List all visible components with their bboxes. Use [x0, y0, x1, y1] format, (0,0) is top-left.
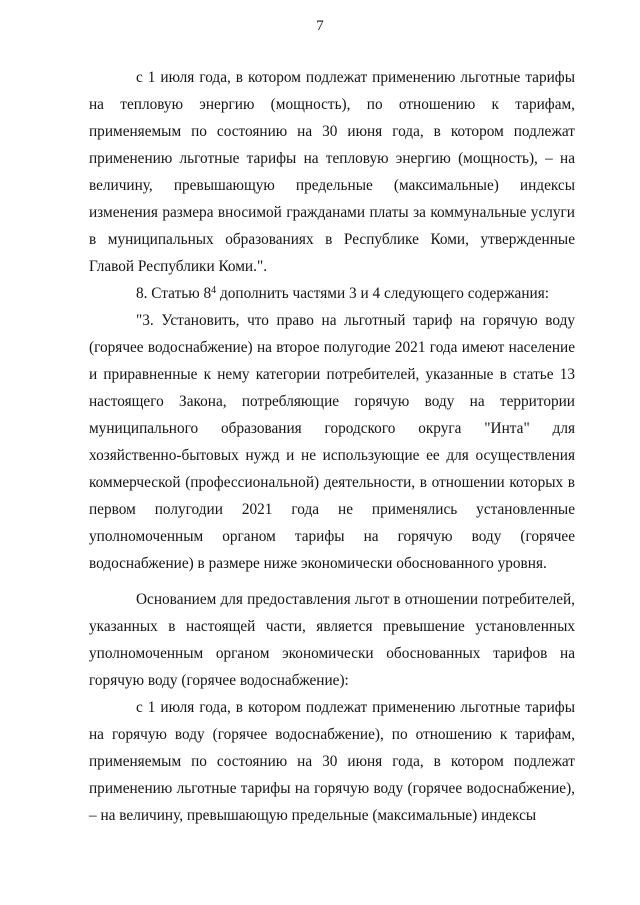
article-number-superscript: 4 [211, 285, 217, 296]
paragraph-benefit-basis: Основанием для предоставления льгот в отношении потребителей, указанных в настоящей части, является превышение установленных уполномоченным органом экономически обоснованных тарифов на горячую воду (горячее водоснабжение): [89, 591, 575, 689]
page-number: 7 [316, 18, 324, 34]
paragraph-hot-water-tariff-limit: с 1 июля года, в котором подлежат применению льготные тарифы на горячую воду (горячее водоснабжение), по отношению к тарифам, применяемым по состоянию на 30 июня года, в котором подлежат применению льготные тарифы на горячую воду (горячее водоснабжение), – на величину, превышающую предельные (максимальные) индексы [89, 699, 575, 824]
document-body [89, 64, 575, 829]
paragraph-heat-tariff-limit: с 1 июля года, в котором подлежат применению льготные тарифы на тепловую энергию (мощность), по отношению к тарифам, применяемым по состоянию на 30 июня года, в котором подлежат применению льготные тарифы на тепловую энергию (мощность), – на величину, превышающую предельные (максимальные) индексы изменения размера вносимой гражданами платы за коммунальные услуги в муниципальных образованиях в Республике Коми, утвержденные Главой Республики Коми.". [89, 69, 575, 275]
article-amendment-prefix: 8. Статью 8 [136, 285, 212, 302]
article-amendment-suffix: дополнить частями 3 и 4 следующего содержания: [216, 285, 549, 302]
paragraph-part-3-hot-water-right: "3. Установить, что право на льготный тариф на горячую воду (горячее водоснабжение) на второе полугодие 2021 года имеют население и приравненные к нему категории потребителей, указанные в статье 13 настоящего Закона, потребляющие горячую воду на территории муниципального образования городского округа "Инта" для хозяйственно-бытовых нужд и не использующие ее для осуществления коммерческой (профессиональной) деятельности, в отношении которых в первом полугодии 2021 года не применялись установленные уполномоченным органом тарифы на горячую воду (горячее водоснабжение) в размере ниже экономически обоснованного уровня. [89, 312, 575, 572]
paragraph-article-amendment [89, 280, 575, 307]
